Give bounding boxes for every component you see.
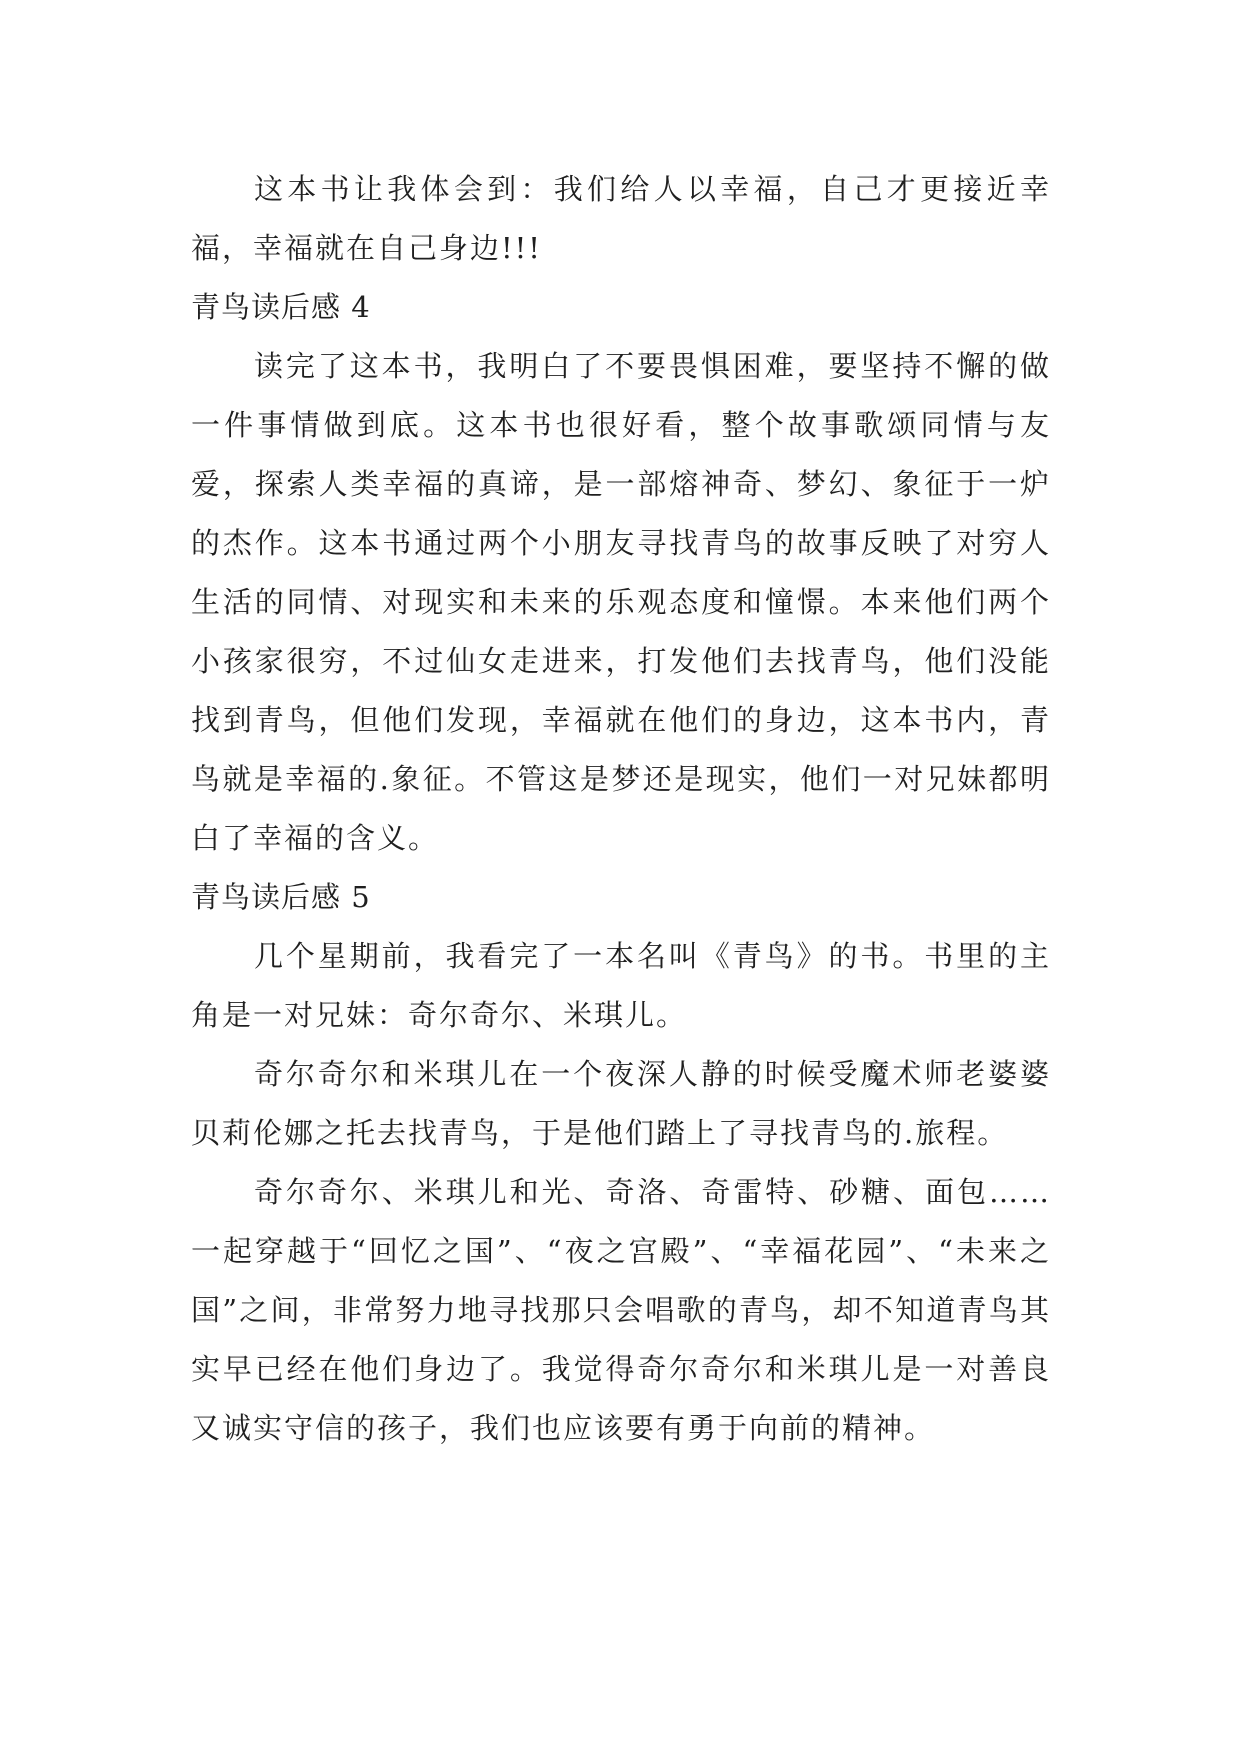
section-heading: 青鸟读后感 5 [191,880,371,914]
paragraph: 几个星期前，我看完了一本名叫《青鸟》的书。书里的主角是一对兄妹：奇尔奇尔、米琪儿。 [191,939,1051,1032]
section-heading: 青鸟读后感 4 [191,290,371,324]
paragraph: 奇尔奇尔、米琪儿和光、奇洛、奇雷特、砂糖、面包……一起穿越于“回忆之国”、“夜之宫殿”、“幸福花园”、“未来之国”之间，非常努力地寻找那只会唱歌的青鸟，却不知道青鸟其实早已经在他们身边了。我觉得奇尔奇尔和米琪儿是一对善良又诚实守信的孩子，我们也应该要有勇于向前的精神。 [191,1175,1051,1445]
paragraph: 读完了这本书，我明白了不要畏惧困难，要坚持不懈的做一件事情做到底。这本书也很好看，整个故事歌颂同情与友爱，探索人类幸福的真谛，是一部熔神奇、梦幻、象征于一炉的杰作。这本书通过两个小朋友寻找青鸟的故事反映了对穷人生活的同情、对现实和未来的乐观态度和憧憬。本来他们两个小孩家很穷，不过仙女走进来，打发他们去找青鸟，他们没能找到青鸟，但他们发现，幸福就在他们的身边，这本书内，青鸟就是幸福的.象征。不管这是梦还是现实，他们一对兄妹都明白了幸福的含义。 [191,349,1051,855]
paragraph: 奇尔奇尔和米琪儿在一个夜深人静的时候受魔术师老婆婆贝莉伦娜之托去找青鸟，于是他们踏上了寻找青鸟的.旅程。 [191,1057,1051,1150]
paragraph: 这本书让我体会到：我们给人以幸福，自己才更接近幸福，幸福就在自己身边!!! [191,172,1051,265]
document-body [191,160,1051,1458]
